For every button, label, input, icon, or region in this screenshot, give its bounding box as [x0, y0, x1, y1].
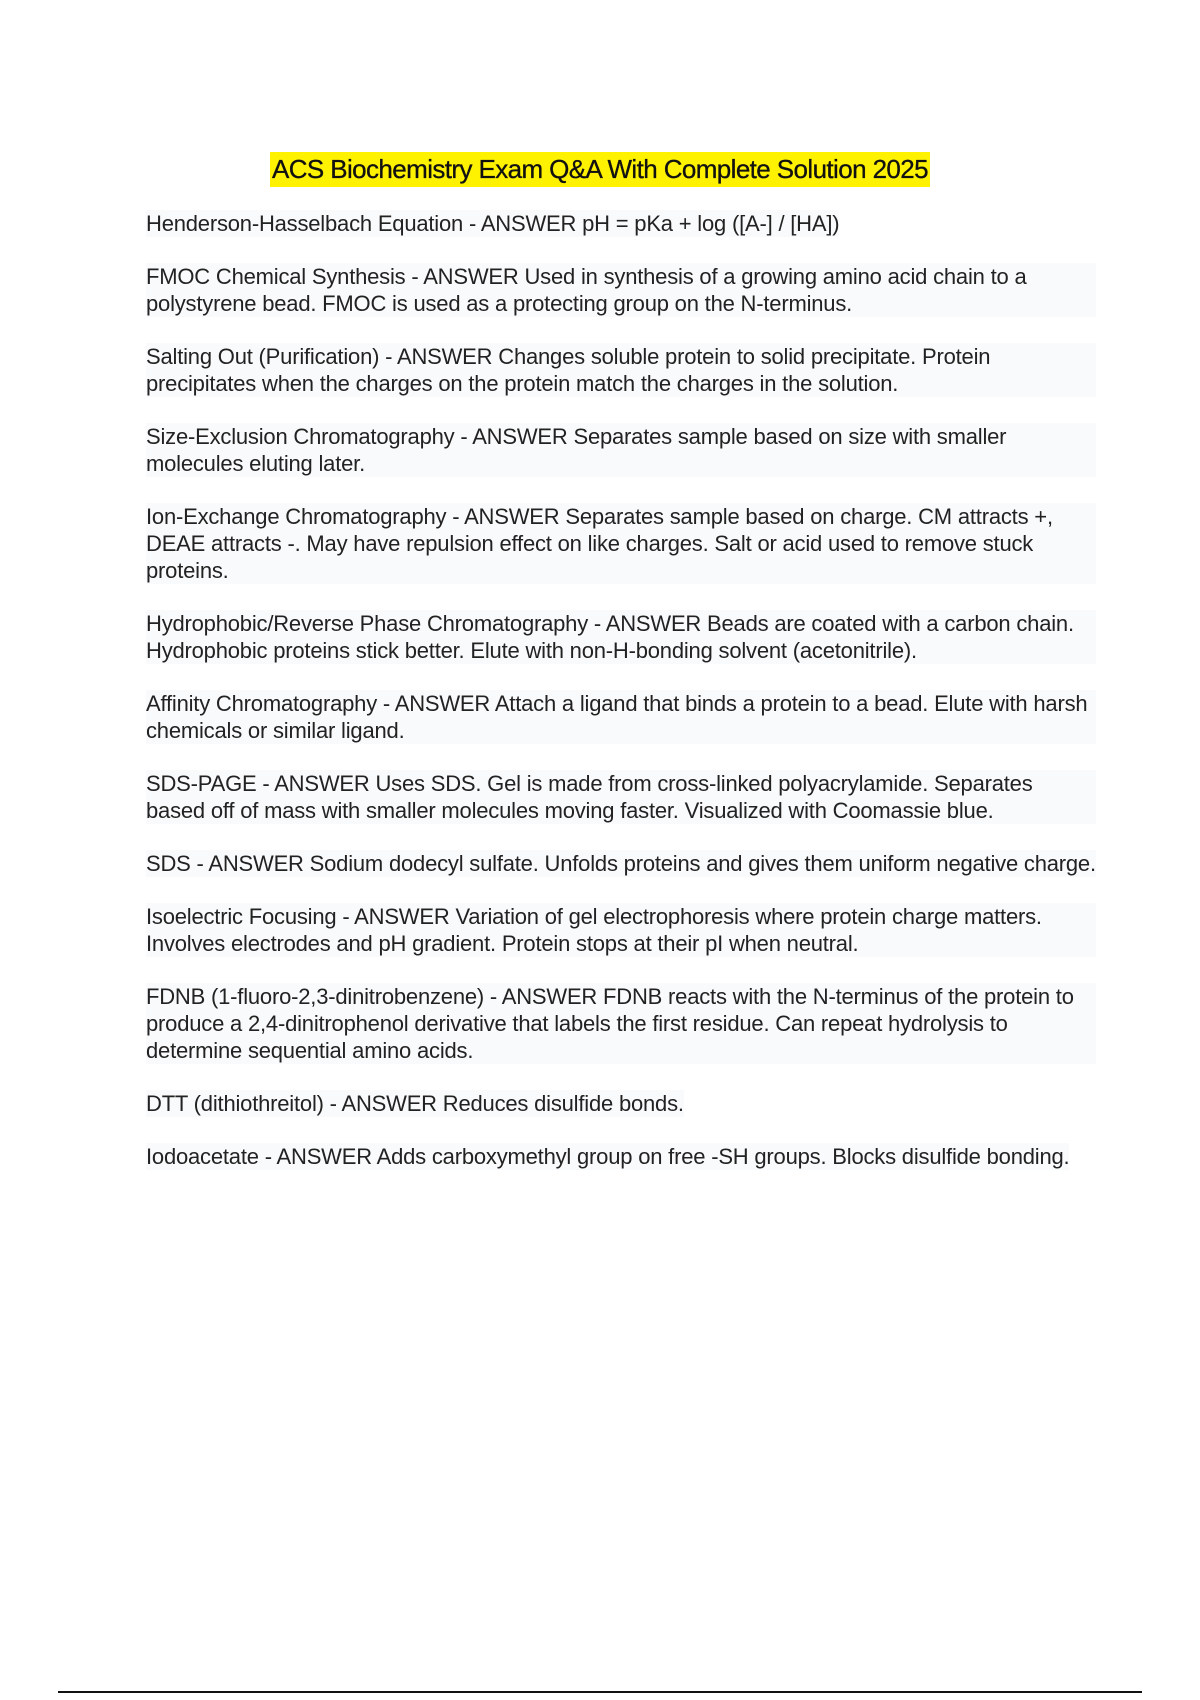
- qa-entry: [146, 263, 1096, 317]
- qa-term: FDNB (1-fluoro-2,3-dinitrobenzene): [146, 984, 485, 1009]
- qa-term: Hydrophobic/Reverse Phase Chromatography: [146, 611, 589, 636]
- qa-answer: Separates sample based on charge. CM attracts +, DEAE attracts -. May have repulsion effect on like charges. Salt or acid used to remove stuck proteins.: [146, 504, 1053, 583]
- qa-separator: - ANSWER: [190, 851, 310, 876]
- qa-answer: Sodium dodecyl sulfate. Unfolds proteins and gives them uniform negative charge.: [309, 851, 1096, 876]
- qa-entry: [146, 983, 1096, 1064]
- qa-answer: pH = pKa + log ([A-] / [HA]): [582, 211, 840, 236]
- qa-separator: - ANSWER: [484, 984, 604, 1009]
- qa-term: Iodoacetate: [146, 1144, 259, 1169]
- qa-term: Salting Out (Purification): [146, 344, 380, 369]
- qa-separator: - ANSWER: [323, 1091, 443, 1116]
- qa-answer: Changes soluble protein to solid precipitate. Protein precipitates when the charges on the protein match the charges in the solution.: [146, 344, 991, 396]
- title-wrapper: [0, 152, 1200, 187]
- qa-answer: Used in synthesis of a growing amino acid chain to a polystyrene bead. FMOC is used as a protecting group on the N-terminus.: [146, 264, 1027, 316]
- qa-entry: [146, 850, 1096, 877]
- qa-term: SDS-PAGE: [146, 771, 257, 796]
- qa-entry: [146, 343, 1096, 397]
- qa-answer: FDNB reacts with the N-terminus of the protein to produce a 2,4-dinitrophenol derivative that labels the first residue. Can repeat hydrolysis to determine sequential amino acids.: [146, 984, 1074, 1063]
- qa-separator: - ANSWER: [336, 904, 456, 929]
- qa-separator: - ANSWER: [377, 691, 495, 716]
- qa-separator: - ANSWER: [256, 771, 376, 796]
- qa-separator: - ANSWER: [588, 611, 708, 636]
- qa-term: Isoelectric Focusing: [146, 904, 337, 929]
- document-title: ACS Biochemistry Exam Q&A With Complete Solution 2025: [270, 152, 930, 187]
- qa-separator: - ANSWER: [405, 264, 525, 289]
- qa-term: SDS: [146, 851, 191, 876]
- qa-entry: [146, 503, 1096, 584]
- qa-answer: Separates sample based on size with smaller molecules eluting later.: [146, 424, 1007, 476]
- qa-entry: [146, 210, 839, 237]
- qa-entry: [146, 690, 1096, 744]
- qa-entry: [146, 903, 1096, 957]
- qa-answer: Adds carboxymethyl group on free -SH groups. Blocks disulfide bonding.: [376, 1144, 1070, 1169]
- qa-term: Size-Exclusion Chromatography: [146, 424, 455, 449]
- qa-separator: - ANSWER: [463, 211, 583, 236]
- qa-entry: [146, 1143, 1069, 1170]
- qa-term: Henderson-Hasselbach Equation: [146, 211, 464, 236]
- qa-entry: [146, 610, 1096, 664]
- qa-answer: Reduces disulfide bonds.: [442, 1091, 684, 1116]
- qa-separator: - ANSWER: [446, 504, 566, 529]
- qa-term: Affinity Chromatography: [146, 691, 377, 716]
- qa-separator: - ANSWER: [258, 1144, 377, 1169]
- qa-entry: [146, 1090, 684, 1117]
- qa-separator: - ANSWER: [454, 424, 574, 449]
- qa-answer: Variation of gel electrophoresis where protein charge matters. Involves electrodes and pH gradient. Protein stops at their pI when neutral.: [146, 904, 1042, 956]
- qa-entry: [146, 423, 1096, 477]
- qa-answer: Attach a ligand that binds a protein to a bead. Elute with harsh chemicals or similar ligand.: [146, 691, 1088, 743]
- qa-answer: Uses SDS. Gel is made from cross-linked polyacrylamide. Separates based off of mass with smaller molecules moving faster. Visualized with Coomassie blue.: [146, 771, 1033, 823]
- qa-separator: - ANSWER: [379, 344, 499, 369]
- qa-term: DTT (dithiothreitol): [146, 1091, 324, 1116]
- qa-answer: Beads are coated with a carbon chain. Hydrophobic proteins stick better. Elute with non-H-bonding solvent (acetonitrile).: [146, 611, 1074, 663]
- qa-entry: [146, 770, 1096, 824]
- qa-term: FMOC Chemical Synthesis: [146, 264, 406, 289]
- qa-term: Ion-Exchange Chromatography: [146, 504, 447, 529]
- footer-rule: [58, 1691, 1142, 1693]
- qa-list: [146, 210, 1096, 1196]
